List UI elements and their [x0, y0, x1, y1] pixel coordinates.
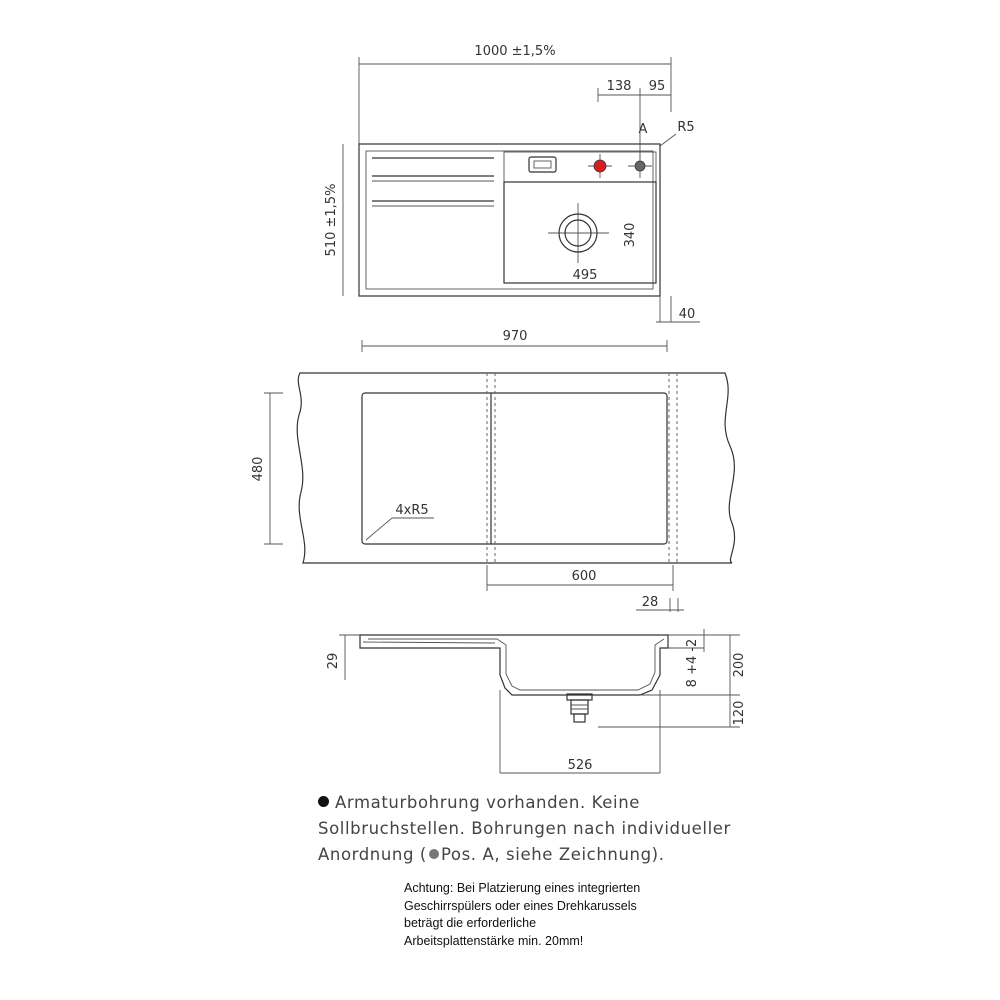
- warning-note: [404, 880, 724, 950]
- cutout-width-label: 970: [502, 329, 528, 344]
- red-crosshair-circle-icon: [588, 154, 612, 178]
- tolerance-label: 8 +4 -2: [685, 638, 700, 688]
- bowl-width-label: 495: [572, 268, 598, 283]
- note-line-3-prefix: Anordnung (: [318, 845, 427, 864]
- cutout-outline: [362, 393, 667, 544]
- grey-dot-icon: [429, 849, 439, 859]
- note-line-1: Armaturbohrung vorhanden. Keine: [335, 793, 641, 812]
- depth-200-label: 200: [732, 652, 747, 678]
- bowl-depth-label: 340: [623, 222, 638, 248]
- drain-circle-icon: [548, 203, 609, 263]
- sink-outline-top: [359, 144, 660, 296]
- radius-r5-label: R5: [677, 120, 695, 135]
- section-view: [326, 629, 747, 773]
- edge-40-label: 40: [678, 307, 696, 322]
- cabinet-600-label: 600: [571, 569, 597, 584]
- pos-a-label: A: [638, 122, 648, 137]
- cutout-view: [251, 329, 735, 612]
- overflow-slot-icon: [529, 157, 556, 172]
- top-width-label: 1000 ±1,5%: [474, 44, 556, 59]
- sink-profile-inner: [368, 639, 664, 690]
- gap-28-label: 28: [641, 595, 659, 610]
- bowl-526-label: 526: [567, 758, 593, 773]
- corner-radius-label: 4xR5: [395, 503, 429, 518]
- warning-line-1: Achtung: Bei Platzierung eines integrierten: [404, 881, 641, 895]
- drain-120-label: 120: [732, 700, 747, 726]
- offset-95-label: 95: [648, 79, 666, 94]
- installation-note: [318, 790, 788, 868]
- sink-profile-outer: [360, 635, 668, 695]
- black-dot-icon: [318, 796, 329, 807]
- warning-line-3: beträgt die erforderliche: [404, 916, 537, 930]
- note-line-2: Sollbruchstellen. Bohrungen nach individueller: [318, 819, 731, 838]
- top-height-label: 510 ±1,5%: [324, 183, 339, 257]
- top-view: [324, 44, 700, 322]
- warning-line-2: Geschirrspülers oder eines Drehkarussels: [404, 898, 637, 913]
- note-line-3-suffix: Pos. A, siehe Zeichnung).: [440, 845, 665, 864]
- grey-crosshair-circle-icon: [628, 154, 652, 178]
- rim-29-label: 29: [326, 652, 341, 670]
- offset-138-label: 138: [606, 79, 632, 94]
- cutout-height-label: 480: [251, 456, 266, 482]
- warning-line-4: Arbeitsplattenstärke min. 20mm!: [404, 933, 584, 948]
- worktop-outline: [297, 373, 734, 563]
- drain-fitting-icon: [567, 694, 592, 722]
